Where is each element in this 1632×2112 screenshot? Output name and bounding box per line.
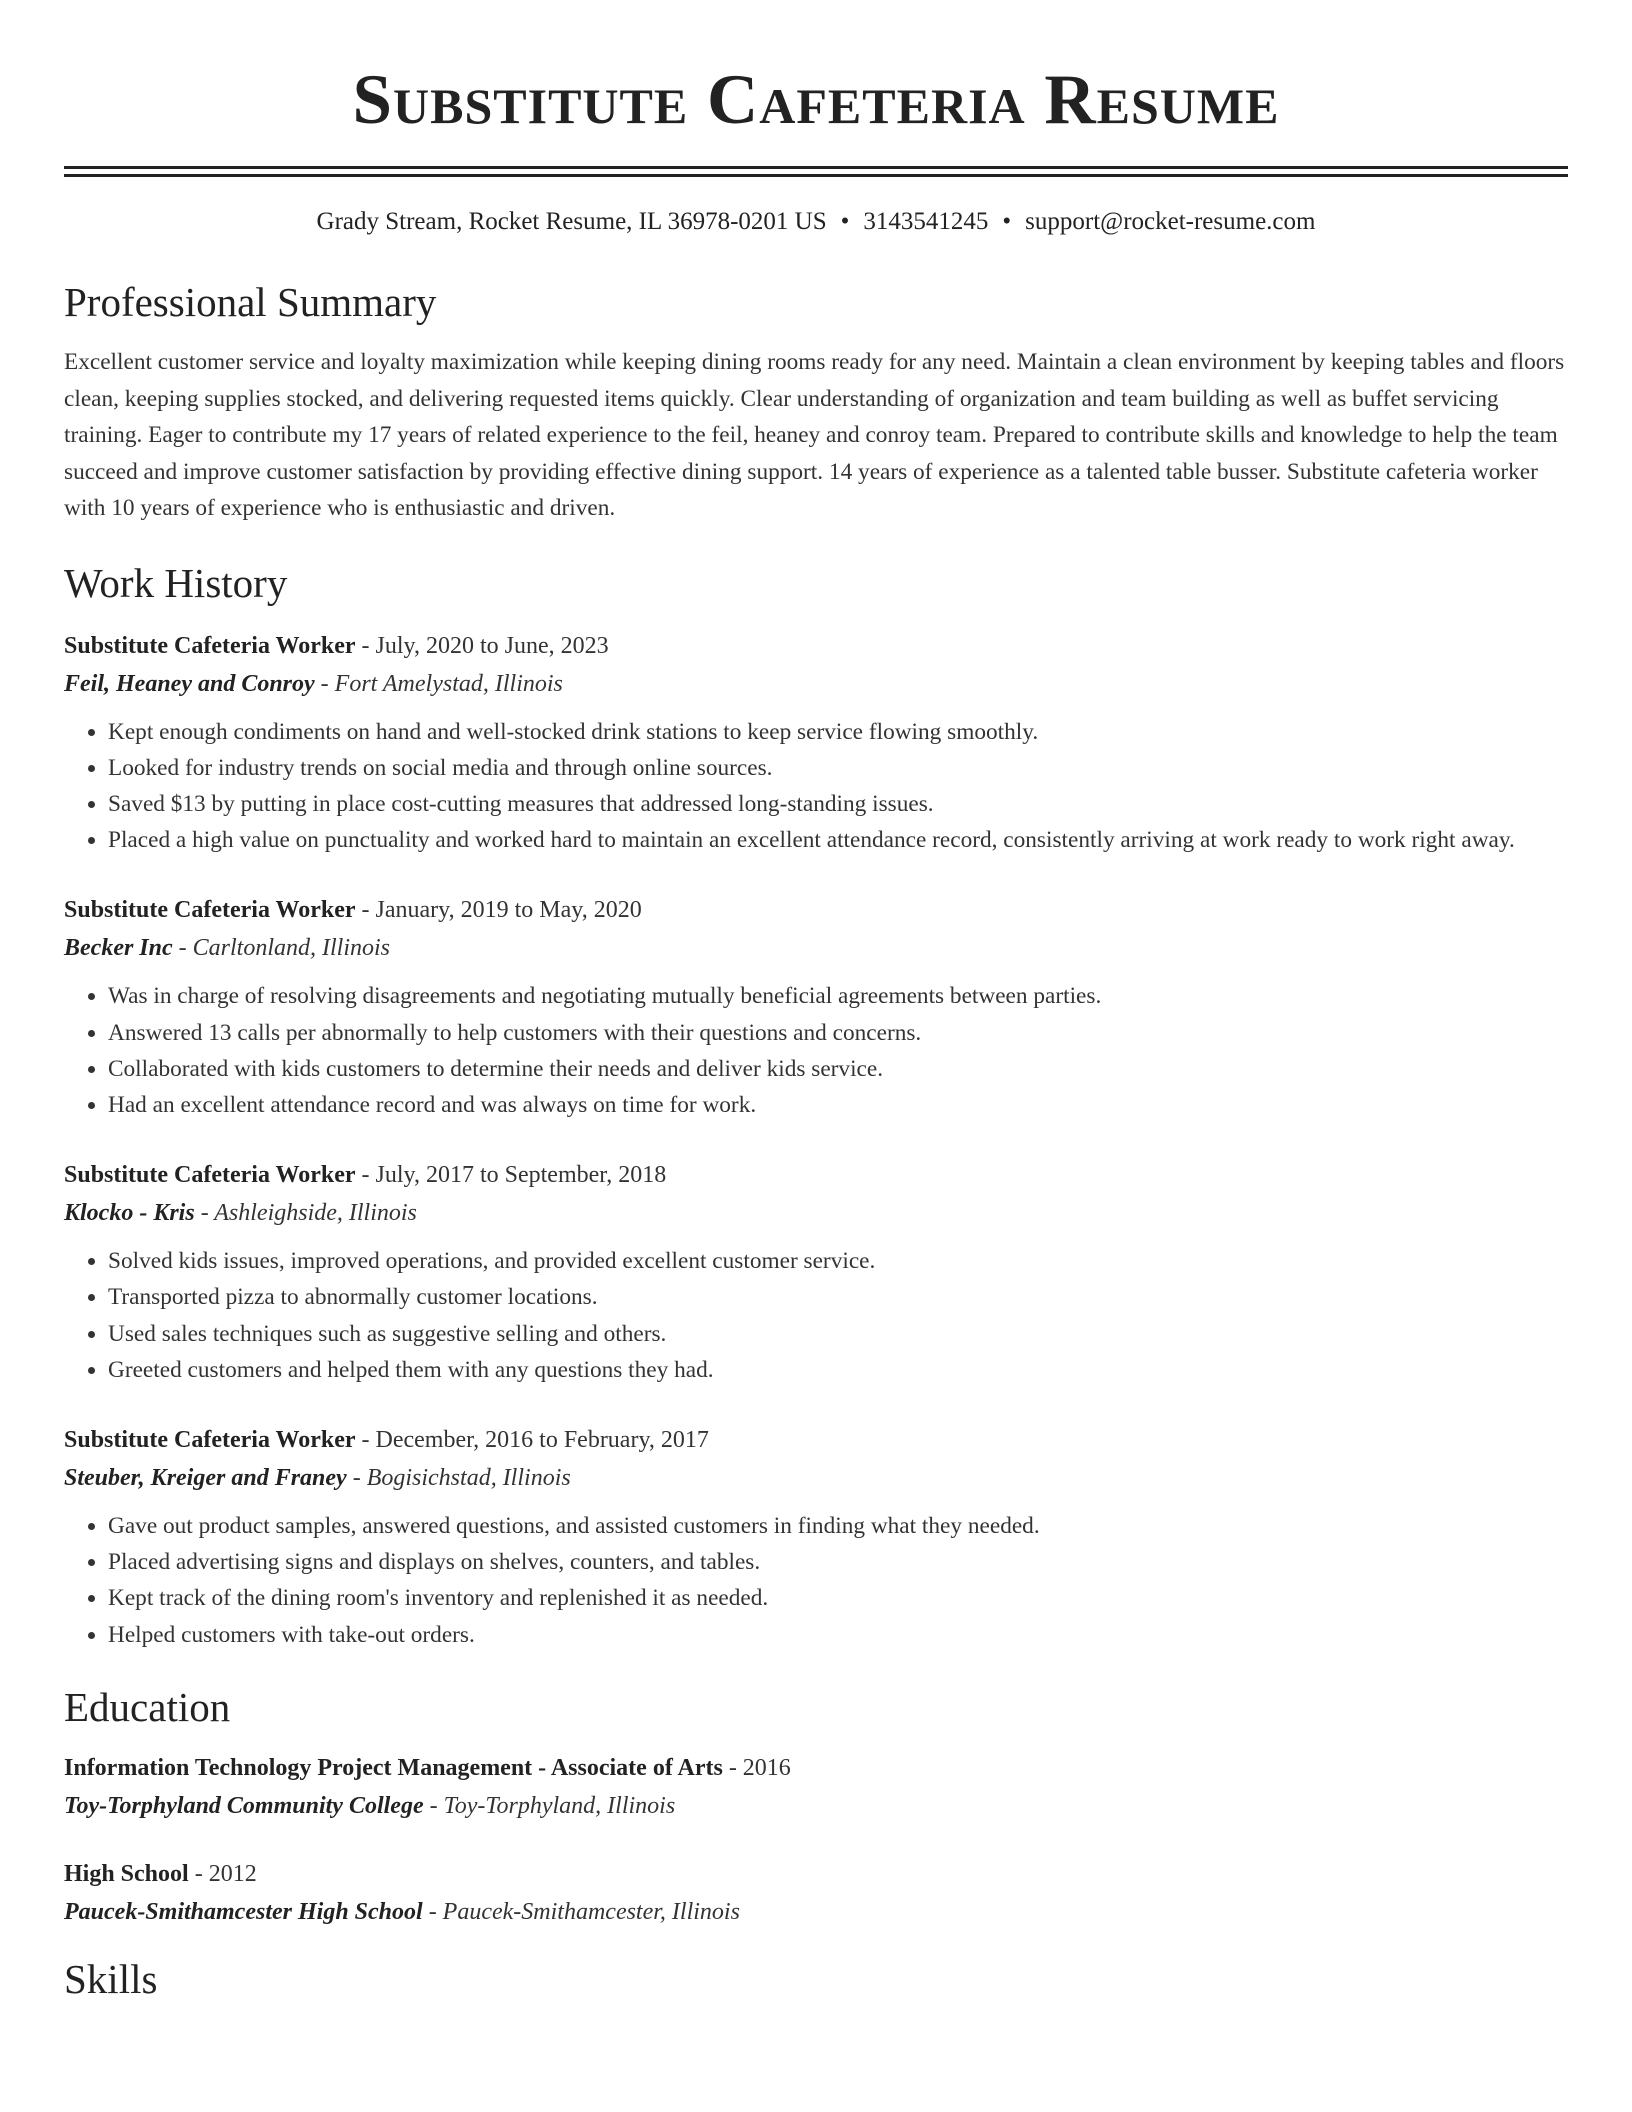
job-entry xyxy=(64,1156,1568,1388)
job-duties-list xyxy=(64,714,1568,859)
job-duty: • Kept track of the dining room's inventory and replenished it as needed. xyxy=(108,1580,1568,1616)
contact-phone: 3143541245 xyxy=(863,208,989,235)
company-name: Steuber, Kreiger and Franey xyxy=(64,1464,347,1491)
job-entry xyxy=(64,891,1568,1123)
degree-name: Information Technology Project Management - Associate of Arts xyxy=(64,1754,723,1781)
resume-title: Substitute Cafeteria Resume xyxy=(352,61,1280,139)
education-heading: Education xyxy=(64,1683,231,1730)
company-name: Becker Inc xyxy=(64,935,173,962)
company-name: Feil, Heaney and Conroy xyxy=(64,670,315,697)
summary-heading: Professional Summary xyxy=(64,279,437,325)
skills-heading: Skills xyxy=(64,1955,158,2002)
job-duty: • Greeted customers and helped them with any questions they had. xyxy=(108,1352,1568,1388)
contact-separator: • xyxy=(1002,208,1012,235)
job-header xyxy=(64,1421,1568,1459)
contact-address: Grady Stream, Rocket Resume, IL 36978-0201 US xyxy=(316,208,827,235)
job-duty: • Helped customers with take-out orders. xyxy=(108,1617,1568,1653)
school-name: Paucek-Smithamcester High School xyxy=(64,1898,423,1925)
job-employer xyxy=(64,1194,1568,1232)
company-location: - Carltonland, Illinois xyxy=(172,935,391,962)
job-title: Substitute Cafeteria Worker xyxy=(64,1426,356,1453)
job-duty: • Solved kids issues, improved operations, and provided excellent customer service. xyxy=(108,1243,1568,1279)
job-title: Substitute Cafeteria Worker xyxy=(64,1162,356,1189)
job-title: Substitute Cafeteria Worker xyxy=(64,632,356,659)
job-duty: • Looked for industry trends on social media and through online sources. xyxy=(108,750,1568,786)
job-duty: • Was in charge of resolving disagreements and negotiating mutually beneficial agreements between parties. xyxy=(108,978,1568,1014)
job-employer xyxy=(64,1459,1568,1497)
job-duty: • Saved $13 by putting in place cost-cutting measures that addressed long-standing issues. xyxy=(108,786,1568,822)
degree-line xyxy=(64,1749,1568,1787)
job-duty: • Used sales techniques such as suggestive selling and others. xyxy=(108,1316,1568,1352)
contact-line xyxy=(64,206,1568,238)
education-entry xyxy=(64,1855,1568,1931)
job-duty: • Collaborated with kids customers to determine their needs and deliver kids service. xyxy=(108,1051,1568,1087)
company-name: Klocko - Kris xyxy=(64,1200,195,1227)
job-duty: • Placed a high value on punctuality and worked hard to maintain an excellent attendance record, consistently arriving at work ready to work right away. xyxy=(108,822,1568,858)
contact-email: support@rocket-resume.com xyxy=(1025,208,1316,235)
job-dates: - December, 2016 to February, 2017 xyxy=(355,1426,709,1453)
degree-year: - 2012 xyxy=(188,1860,257,1887)
contact-separator: • xyxy=(840,208,850,235)
job-entry xyxy=(64,627,1568,859)
job-duty: • Gave out product samples, answered questions, and assisted customers in finding what they needed. xyxy=(108,1508,1568,1544)
degree-year: - 2016 xyxy=(722,1754,791,1781)
company-location: - Ashleighside, Illinois xyxy=(194,1200,417,1227)
school-name: Toy-Torphyland Community College xyxy=(64,1792,424,1819)
job-header xyxy=(64,891,1568,929)
company-location: - Fort Amelystad, Illinois xyxy=(314,670,563,697)
school-location: - Paucek-Smithamcester, Illinois xyxy=(422,1898,740,1925)
job-employer xyxy=(64,665,1568,703)
job-duty: • Kept enough condiments on hand and well-stocked drink stations to keep service flowing smoothly. xyxy=(108,714,1568,750)
company-location: - Bogisichstad, Illinois xyxy=(346,1464,571,1491)
job-dates: - July, 2020 to June, 2023 xyxy=(355,632,609,659)
job-duties-list xyxy=(64,1243,1568,1388)
job-duty: • Had an excellent attendance record and was always on time for work. xyxy=(108,1087,1568,1123)
job-dates: - January, 2019 to May, 2020 xyxy=(355,897,642,924)
job-header xyxy=(64,1156,1568,1194)
degree-name: High School xyxy=(64,1860,189,1887)
school-location: - Toy-Torphyland, Illinois xyxy=(423,1792,676,1819)
job-duty: • Answered 13 calls per abnormally to help customers with their questions and concerns. xyxy=(108,1015,1568,1051)
degree-line xyxy=(64,1855,1568,1893)
job-duties-list xyxy=(64,1508,1568,1653)
job-header xyxy=(64,627,1568,665)
education-entry xyxy=(64,1749,1568,1825)
summary-text: Excellent customer service and loyalty maximization while keeping dining rooms ready for any need. Maintain a clean environment by keeping tables and floors clean, keeping supplies stocked, and delivering requested items quickly. Clear understanding of organization and team building as well as buffet servicing training. Eager to contribute my 17 years of related experience to the feil, heaney and conroy team. Prepared to contribute skills and knowledge to help the team succeed and improve customer satisfaction by providing effective dining support. 14 years of experience as a talented table busser. Substitute cafeteria worker with 10 years of experience who is enthusiastic and driven. xyxy=(64,349,1565,521)
job-duty: • Placed advertising signs and displays on shelves, counters, and tables. xyxy=(108,1544,1568,1580)
title-divider xyxy=(64,166,1568,169)
job-duty: • Transported pizza to abnormally customer locations. xyxy=(108,1279,1568,1315)
job-duties-list xyxy=(64,978,1568,1123)
job-entry xyxy=(64,1421,1568,1653)
job-dates: - July, 2017 to September, 2018 xyxy=(355,1162,667,1189)
school-line xyxy=(64,1893,1568,1931)
job-title: Substitute Cafeteria Worker xyxy=(64,897,356,924)
school-line xyxy=(64,1787,1568,1825)
work-history-heading: Work History xyxy=(64,559,288,606)
job-employer xyxy=(64,929,1568,967)
